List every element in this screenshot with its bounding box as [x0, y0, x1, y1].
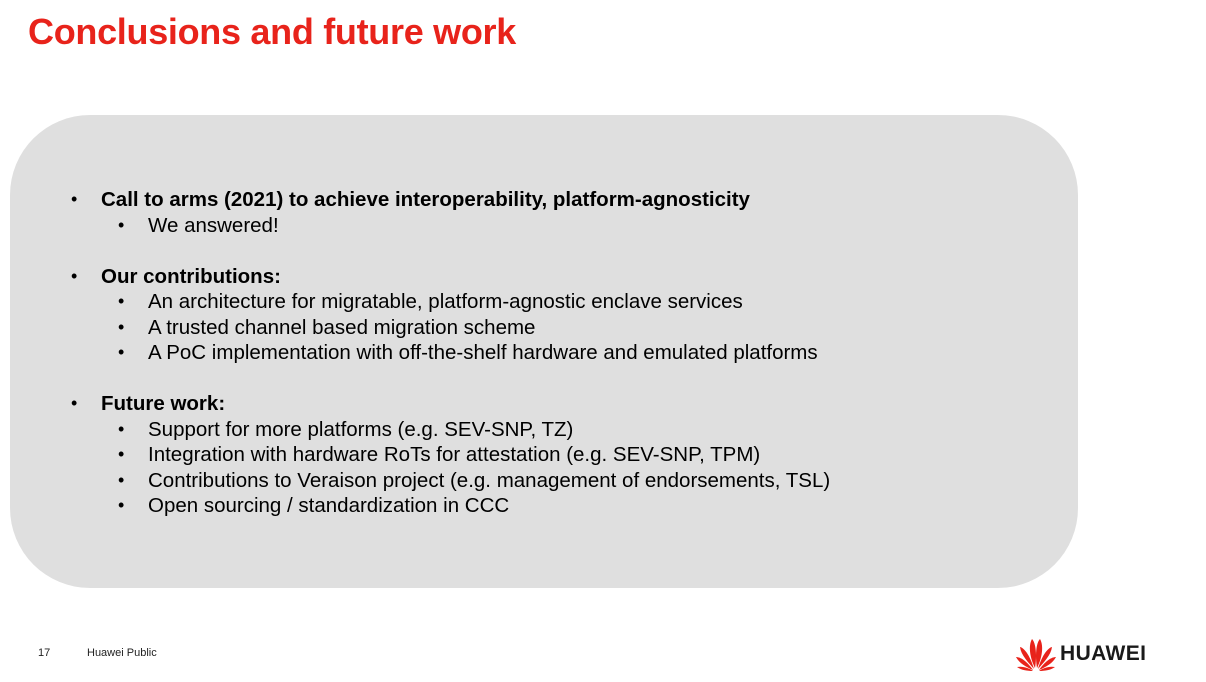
sub-bullet-item	[67, 315, 1067, 341]
sub-bullet-text: Integration with hardware RoTs for attestation (e.g. SEV-SNP, TPM)	[148, 443, 761, 466]
bullet-dot-icon: •	[71, 189, 78, 209]
brand-name: HUAWEI	[1060, 642, 1147, 665]
bullet-text: Call to arms (2021) to achieve interoperability, platform-agnosticity	[101, 188, 750, 211]
bullet-dot-icon: •	[118, 418, 125, 439]
huawei-flower-icon	[1014, 634, 1058, 672]
bullet-item	[67, 187, 1067, 213]
bullet-dot-icon: •	[118, 291, 125, 311]
classification-label: Huawei Public	[87, 647, 157, 659]
sub-bullet-text: A PoC implementation with off-the-shelf hardware and emulated platforms	[148, 341, 818, 364]
sub-bullet-item	[67, 213, 1067, 239]
bullet-dot-icon: •	[118, 469, 125, 490]
sub-bullet-item	[67, 442, 1067, 468]
sub-bullet-text: Support for more platforms (e.g. SEV-SNP, TZ)	[148, 417, 574, 441]
sub-bullet-item	[67, 493, 1067, 519]
sub-bullet-text: A trusted channel based migration scheme	[148, 315, 536, 339]
bullet-list	[67, 187, 1067, 544]
sub-bullet-item	[67, 468, 1067, 494]
bullet-dot-icon: •	[118, 444, 125, 464]
bullet-dot-icon: •	[71, 265, 78, 286]
bullet-dot-icon: •	[118, 214, 125, 235]
bullet-text: Our contributions:	[101, 264, 281, 288]
slide-title: Conclusions and future work	[28, 11, 516, 52]
sub-bullet-item	[67, 289, 1067, 315]
sub-bullet-item	[67, 340, 1067, 366]
bullet-group-contributions	[67, 264, 1067, 366]
bullet-group-call-to-arms	[67, 187, 1067, 238]
sub-bullet-text: We answered!	[148, 213, 279, 237]
bullet-group-future-work	[67, 391, 1067, 519]
sub-bullet-item	[67, 417, 1067, 443]
bullet-dot-icon: •	[71, 393, 78, 413]
sub-bullet-text: Contributions to Veraison project (e.g. management of endorsements, TSL)	[148, 468, 831, 492]
huawei-logo	[1014, 634, 1154, 674]
sub-bullet-text: Open sourcing / standardization in CCC	[148, 494, 510, 517]
bullet-dot-icon: •	[118, 316, 125, 337]
page-number: 17	[38, 647, 51, 659]
bullet-item	[67, 264, 1067, 290]
sub-bullet-text: An architecture for migratable, platform-agnostic enclave services	[148, 290, 743, 313]
bullet-dot-icon: •	[118, 495, 125, 515]
bullet-item	[67, 391, 1067, 417]
bullet-text: Future work:	[101, 392, 226, 415]
bullet-dot-icon: •	[118, 342, 125, 362]
